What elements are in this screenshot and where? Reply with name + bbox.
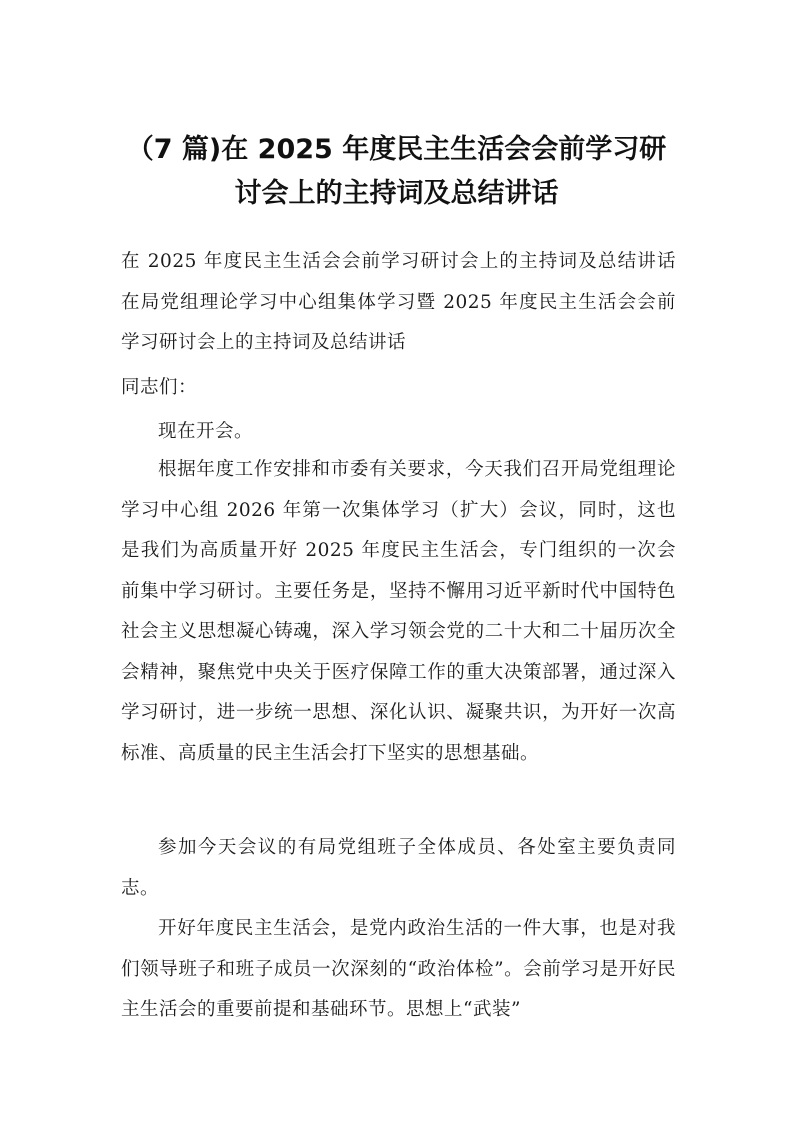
opening-text: 现在开会。 [158, 421, 254, 442]
intro-paragraph [121, 242, 676, 364]
greeting-paragraph [121, 368, 676, 409]
main-text: 根据年度工作安排和市委有关要求，今天我们召开局党组理论学习中心组 2026 年第一次集体学习（扩大）会议，同时，这也是我们为高质量开好 2025 年度民主生活会，专门组织的一次会前集中学习研讨。主要任务是，坚持不懈用习近平新时代中国特色社会主义思想凝心铸魂，深入学习领会党的二十大和二十届历次全会精神，聚焦党中央关于医疗保障工作的重大决策部署，通过深入学习研讨，进一步统一思想、深化认识、凝聚共识，为开好一次高标准、高质量的民主生活会打下坚实的思想基础。 [121, 459, 676, 764]
attendees-paragraph [121, 828, 676, 909]
document-title-line-2: 讨会上的主持词及总结讲话 [234, 178, 559, 209]
closing-text: 开好年度民主生活会，是党内政治生活的一件大事，也是对我们领导班子和班子成员一次深刻的“政治体检”。会前学习是开好民主生活会的重要前提和基础环节。思想上“武装” [121, 918, 676, 1020]
attendees-text: 参加今天会议的有局党组班子全体成员、各处室主要负责同志。 [121, 837, 676, 899]
document-title-line-1: （7 篇)在 2025 年度民主生活会会前学习研 [126, 134, 667, 165]
main-paragraph [121, 450, 676, 774]
intro-text: 在 2025 年度民主生活会会前学习研讨会上的主持词及总结讲话在局党组理论学习中心组集体学习暨 2025 年度民主生活会会前学习研讨会上的主持词及总结讲话 [121, 251, 676, 353]
closing-paragraph [121, 909, 676, 1031]
opening-paragraph [121, 412, 676, 453]
greeting-text: 同志们： [121, 377, 198, 398]
